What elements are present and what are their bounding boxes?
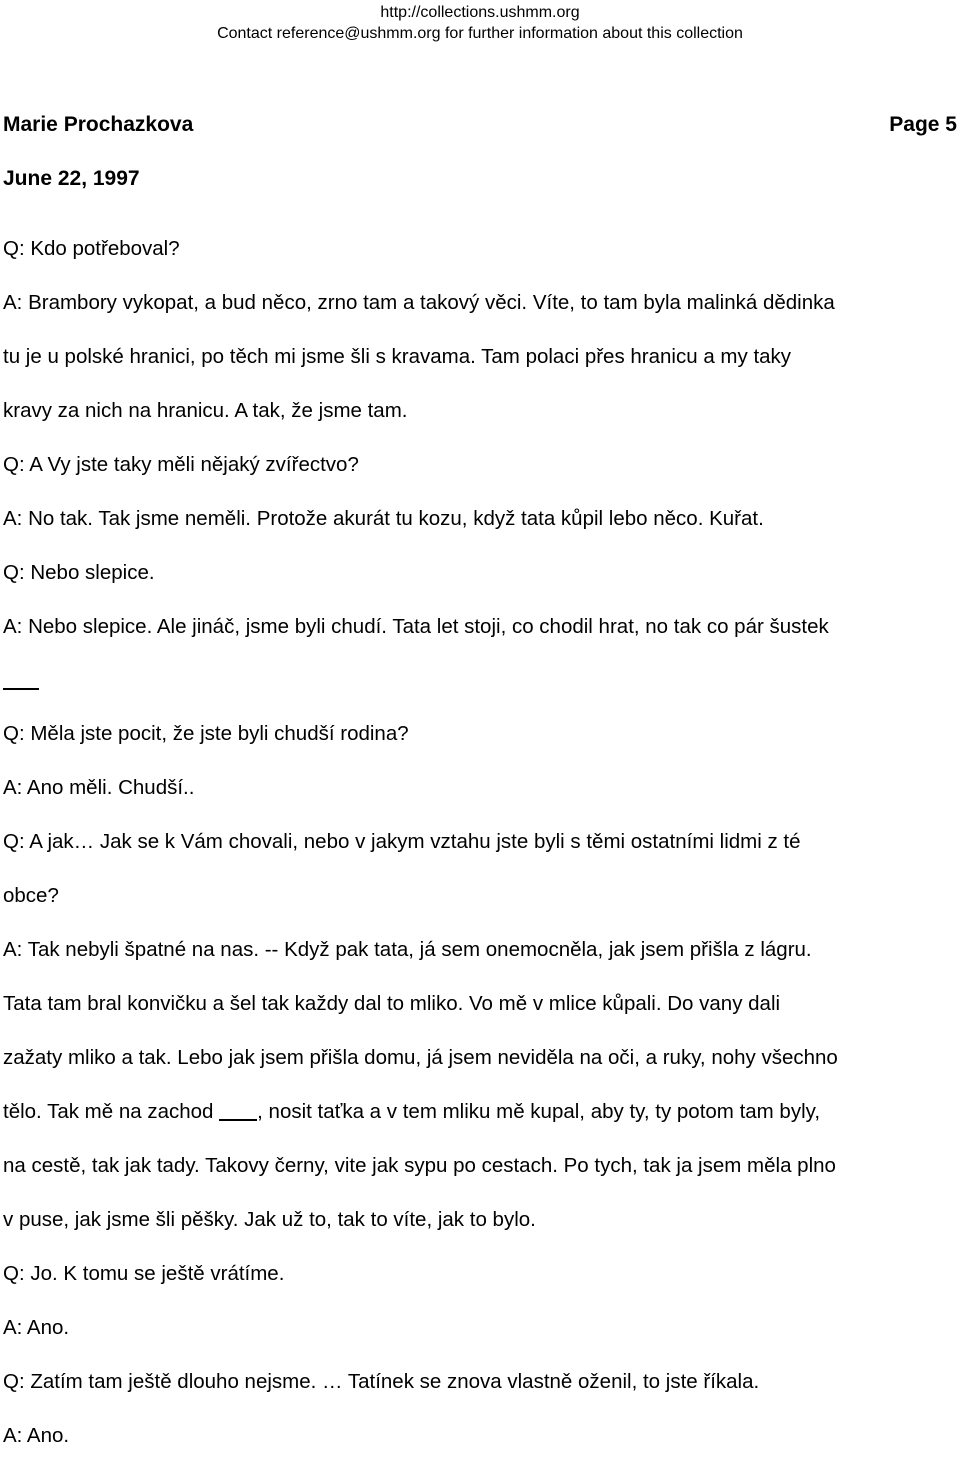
page-number: Page 5 bbox=[889, 113, 957, 136]
transcript-segment: , nosit taťka a v tem mliku mě kupal, aby ty, ty potom tam byly, bbox=[257, 1100, 821, 1123]
transcript-line: Q: A Vy jste taky měli nějaký zvířectvo? bbox=[3, 452, 359, 476]
transcript-blank-line bbox=[3, 654, 960, 708]
transcript-line: Q: Nebo slepice. bbox=[3, 560, 155, 584]
transcript-line: A: Brambory vykopat, a bud něco, zrno tam a takový věci. Víte, to tam byla malinká dědinka bbox=[3, 290, 835, 314]
transcript-line: obce? bbox=[3, 884, 59, 908]
transcript-line: A: Ano. bbox=[3, 1315, 70, 1339]
transcript-line: A: Nebo slepice. Ale jináč, jsme byli chudí. Tata let stoji, co chodil hrat, no tak co pár šustek bbox=[3, 614, 829, 638]
transcript-line: zažaty mliko a tak. Lebo jak jsem přišla domu, já jsem neviděla na oči, a ruky, nohy všechno bbox=[3, 1046, 838, 1070]
transcript-line: na cestě, tak jak tady. Takovy černy, vite jak sypu po cestach. Po tych, tak ja jsem měla plno bbox=[3, 1153, 836, 1177]
transcript-line: A: Ano. bbox=[3, 1423, 70, 1447]
transcript-body bbox=[3, 222, 960, 1463]
transcript-line bbox=[3, 1085, 960, 1139]
transcript-line: kravy za nich na hranicu. A tak, že jsme tam. bbox=[3, 398, 408, 422]
transcript-line: Q: Jo. K tomu se ještě vrátíme. bbox=[3, 1261, 285, 1285]
collection-header bbox=[0, 2, 960, 44]
transcript-line: A: Tak nebyli špatné na nas. -- Když pak tata, já sem onemocněla, jak jsem přišla z lágru. bbox=[3, 938, 812, 962]
blank-underline bbox=[3, 688, 39, 690]
transcript-line: A: No tak. Tak jsme neměli. Protože akurát tu kozu, když tata kůpil lebo něco. Kuřat. bbox=[3, 506, 764, 530]
interviewee-name: Marie Prochazkova bbox=[3, 113, 194, 136]
transcript-line: Q: Kdo potřeboval? bbox=[3, 237, 180, 260]
transcript-line: Q: Měla jste pocit, že jste byli chudší rodina? bbox=[3, 722, 409, 746]
transcript-line: Q: A jak… Jak se k Vám chovali, nebo v jakym vztahu jste byli s těmi ostatními lidmi z té bbox=[3, 830, 801, 854]
collection-url: http://collections.ushmm.org bbox=[380, 4, 580, 21]
transcript-line: tu je u polské hranici, po těch mi jsme šli s kravama. Tam polaci přes hranicu a my taky bbox=[3, 344, 792, 368]
transcript-segment: tělo. Tak mě na zachod bbox=[3, 1100, 220, 1123]
transcript-line: Q: Zatím tam ještě dlouho nejsme. … Tatínek se znova vlastně oženil, to jste říkala. bbox=[3, 1369, 760, 1393]
document-header bbox=[3, 112, 957, 138]
blank-underline bbox=[219, 1119, 257, 1121]
interview-date: June 22, 1997 bbox=[3, 167, 140, 190]
contact-line: Contact reference@ushmm.org for further information about this collection bbox=[217, 25, 743, 42]
transcript-line: A: Ano měli. Chudší.. bbox=[3, 776, 195, 800]
transcript-line: v puse, jak jsme šli pěšky. Jak už to, tak to víte, jak to bylo. bbox=[3, 1207, 536, 1231]
transcript-line: Tata tam bral konvičku a šel tak každy dal to mliko. Vo mě v mlice kůpali. Do vany dali bbox=[3, 992, 781, 1016]
